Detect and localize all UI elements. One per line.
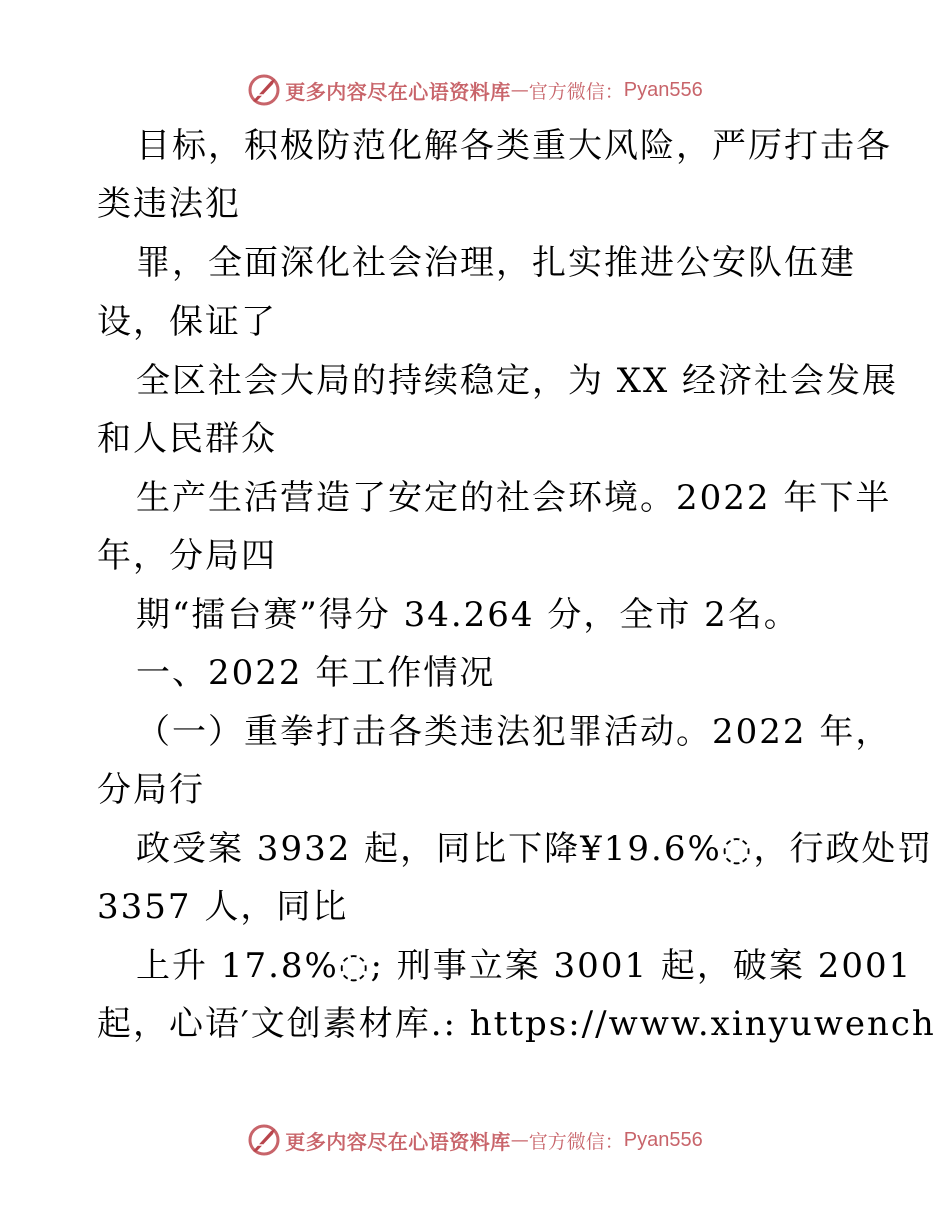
text-line: 3357 人，同比: [97, 887, 349, 927]
text-line: 类违法犯: [97, 184, 241, 224]
footer-watermark: [0, 1120, 950, 1160]
quill-logo-icon: [247, 1123, 281, 1157]
watermark-text: 更多内容尽在心语资料库: [285, 79, 511, 104]
watermark-weixin-id: Pyan556: [623, 78, 703, 101]
text-line: 期“擂台赛”得分 34.264 分，全市 2名。: [136, 595, 800, 635]
text-line: 罪，全面深化社会治理，扎实推进公安队伍建: [136, 243, 856, 283]
watermark-weixin-id: Pyan556: [623, 1128, 703, 1151]
text-line: 和人民群众: [97, 419, 277, 459]
watermark-weixin-label: 官方微信：: [528, 1130, 624, 1153]
watermark-weixin-label: 官方微信：: [528, 80, 624, 103]
text-line: 政受案 3932 起，同比下降¥19.6%◌，行政处罚: [136, 829, 934, 869]
text-line: 目标，积极防范化解各类重大风险，严厉打击各: [136, 126, 892, 166]
text-line: 设，保证了: [97, 302, 277, 342]
watermark-text: 更多内容尽在心语资料库: [285, 1129, 511, 1154]
watermark-separator: —: [510, 1129, 529, 1151]
text-line: 上升 17.8%◌; 刑事立案 3001 起，破案 2001: [136, 946, 913, 986]
text-line: 年，分局四: [97, 536, 277, 576]
text-line: 生产生活营造了安定的社会环境。2022 年下半: [136, 478, 892, 518]
text-line: 起，心语′文创素材库.: https://www.xinyuwench: [97, 1004, 936, 1044]
text-line: （一）重拳打击各类违法犯罪活动。2022 年，: [136, 712, 892, 752]
text-line: 分局行: [97, 770, 205, 810]
section-heading: 一、2022 年工作情况: [136, 653, 496, 693]
text-line: 全区社会大局的持续稳定，为 XX 经济社会发展: [136, 361, 899, 401]
watermark-separator: —: [510, 79, 529, 101]
